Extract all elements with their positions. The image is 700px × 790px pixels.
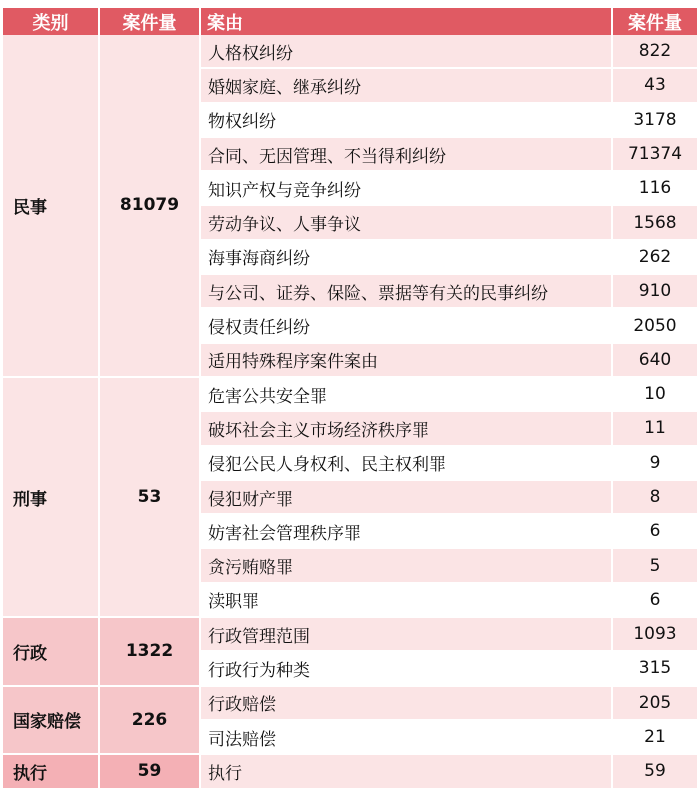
- count-cell: 205: [613, 687, 697, 721]
- count-cell: 2050: [613, 309, 697, 343]
- category-cell-administrative: 行政: [3, 618, 100, 687]
- count-cell: 1568: [613, 206, 697, 240]
- cause-cell: 知识产权与竞争纠纷: [201, 172, 613, 206]
- cause-cell: 合同、无因管理、不当得利纠纷: [201, 138, 613, 172]
- cause-cell: 行政赔偿: [201, 687, 613, 721]
- count-cell: 315: [613, 652, 697, 686]
- table-row: [3, 618, 697, 652]
- category-cell-criminal: 刑事: [3, 378, 100, 618]
- header-category: 类别: [3, 8, 100, 35]
- header-case-count: 案件量: [100, 8, 201, 35]
- count-cell: 8: [613, 481, 697, 515]
- count-cell: 910: [613, 275, 697, 309]
- total-cell-enforcement: 59: [100, 755, 201, 789]
- count-cell: 116: [613, 172, 697, 206]
- count-cell: 6: [613, 515, 697, 549]
- count-cell: 43: [613, 69, 697, 103]
- count-cell: 1093: [613, 618, 697, 652]
- table-row: [3, 35, 697, 69]
- header-sub-count: 案件量: [613, 8, 697, 35]
- cause-cell: 适用特殊程序案件案由: [201, 344, 613, 378]
- cause-cell: 侵权责任纠纷: [201, 309, 613, 343]
- header-row: [3, 8, 697, 35]
- count-cell: 59: [613, 755, 697, 789]
- cause-cell: 司法赔偿: [201, 721, 613, 755]
- count-cell: 6: [613, 584, 697, 618]
- cause-cell: 危害公共安全罪: [201, 378, 613, 412]
- total-cell-state-compensation: 226: [100, 687, 201, 756]
- count-cell: 9: [613, 447, 697, 481]
- count-cell: 5: [613, 549, 697, 583]
- count-cell: 10: [613, 378, 697, 412]
- category-cell-enforcement: 执行: [3, 755, 100, 789]
- cause-cell: 侵犯财产罪: [201, 481, 613, 515]
- cause-cell: 物权纠纷: [201, 104, 613, 138]
- cause-cell: 妨害社会管理秩序罪: [201, 515, 613, 549]
- total-cell-administrative: 1322: [100, 618, 201, 687]
- count-cell: 262: [613, 241, 697, 275]
- cause-cell: 行政管理范围: [201, 618, 613, 652]
- count-cell: 3178: [613, 104, 697, 138]
- count-cell: 71374: [613, 138, 697, 172]
- cause-cell: 劳动争议、人事争议: [201, 206, 613, 240]
- cause-cell: 婚姻家庭、继承纠纷: [201, 69, 613, 103]
- total-cell-civil: 81079: [100, 35, 201, 378]
- cause-cell: 破坏社会主义市场经济秩序罪: [201, 412, 613, 446]
- header-cause: 案由: [201, 8, 613, 35]
- cause-cell: 贪污贿赂罪: [201, 549, 613, 583]
- cause-cell: 与公司、证券、保险、票据等有关的民事纠纷: [201, 275, 613, 309]
- cause-cell: 海事海商纠纷: [201, 241, 613, 275]
- table-row: [3, 755, 697, 789]
- category-cell-state-compensation: 国家赔偿: [3, 687, 100, 756]
- count-cell: 11: [613, 412, 697, 446]
- cause-cell: 行政行为种类: [201, 652, 613, 686]
- cause-cell: 人格权纠纷: [201, 35, 613, 69]
- total-cell-criminal: 53: [100, 378, 201, 618]
- table-row: [3, 687, 697, 721]
- cause-cell: 执行: [201, 755, 613, 789]
- count-cell: 21: [613, 721, 697, 755]
- category-cell-civil: 民事: [3, 35, 100, 378]
- count-cell: 640: [613, 344, 697, 378]
- table-row: [3, 378, 697, 412]
- cause-cell: 渎职罪: [201, 584, 613, 618]
- count-cell: 822: [613, 35, 697, 69]
- cause-cell: 侵犯公民人身权利、民主权利罪: [201, 447, 613, 481]
- case-statistics-table: [3, 8, 697, 790]
